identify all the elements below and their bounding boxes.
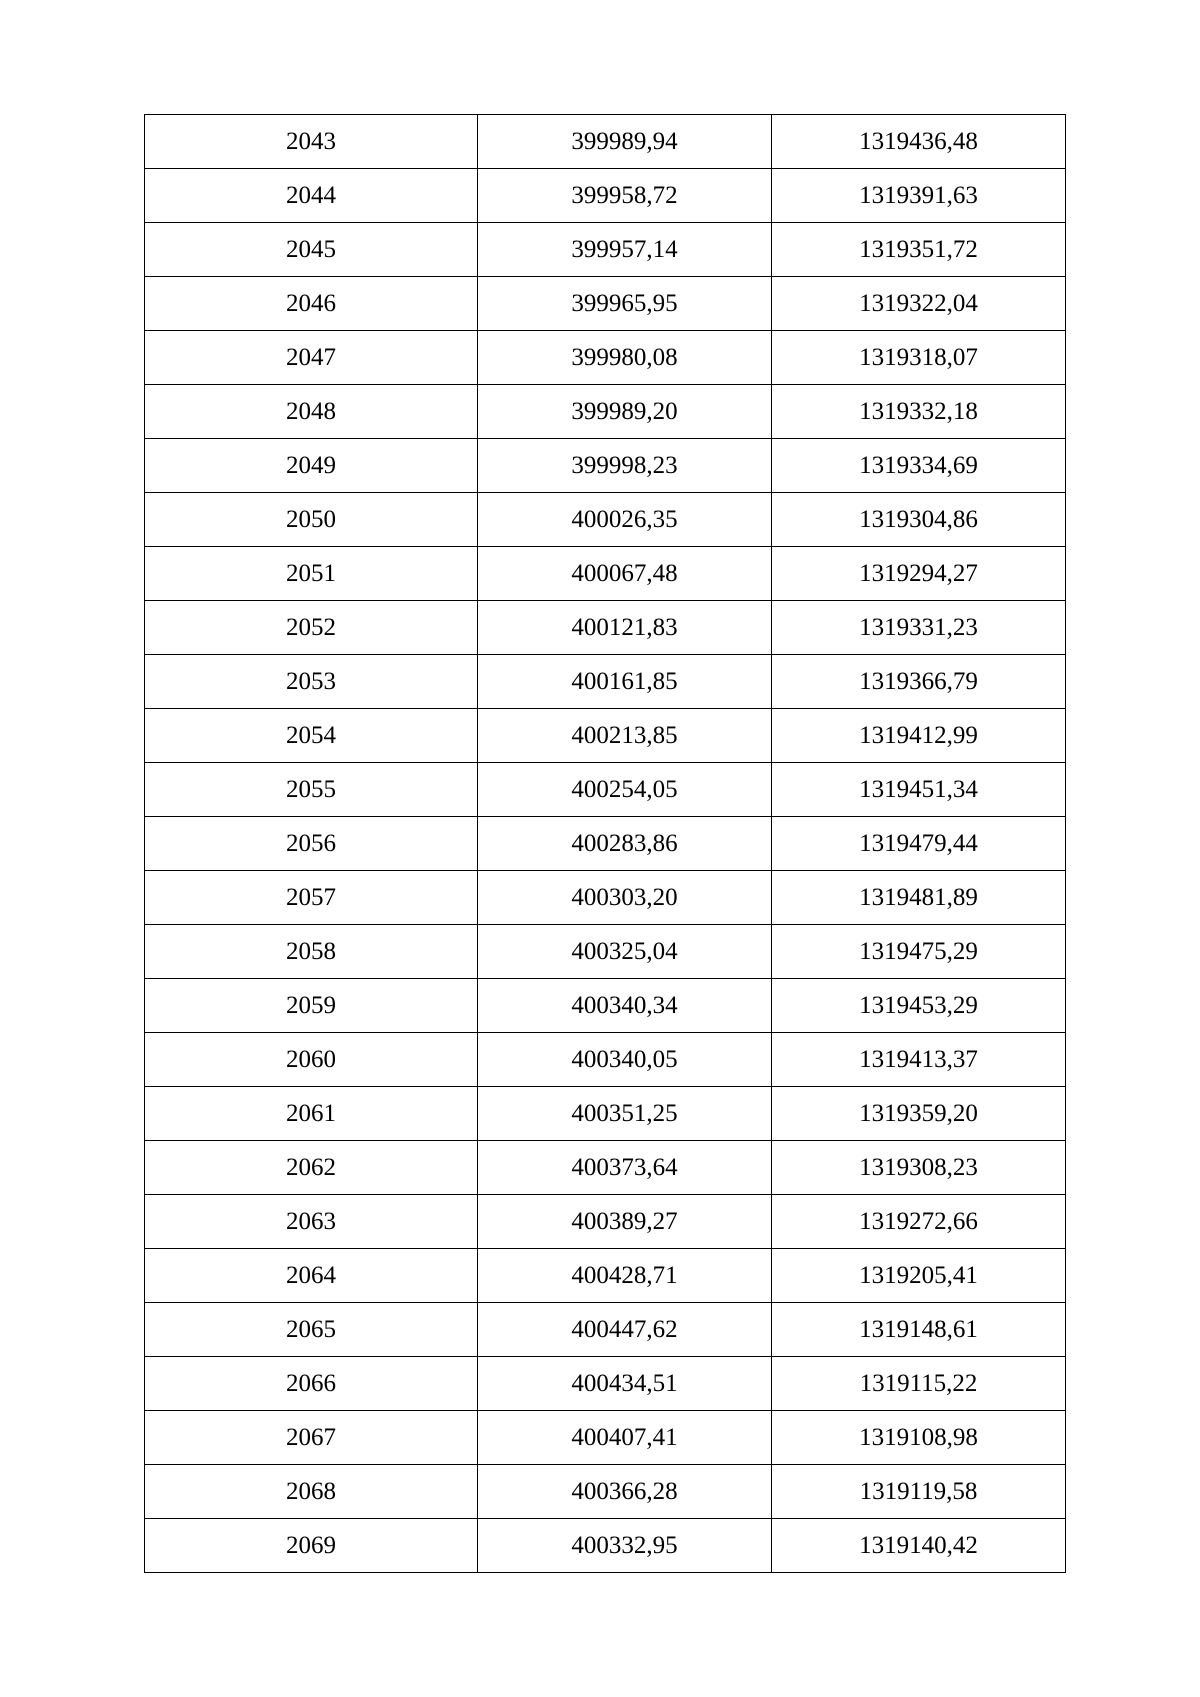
point-number-cell: 2068	[145, 1465, 478, 1519]
y-coordinate-cell: 1319140,42	[772, 1519, 1066, 1573]
point-number-cell: 2059	[145, 979, 478, 1033]
point-number-cell: 2057	[145, 871, 478, 925]
point-number-cell: 2065	[145, 1303, 478, 1357]
y-coordinate-cell: 1319351,72	[772, 223, 1066, 277]
table-row	[145, 115, 1066, 169]
y-coordinate-cell: 1319334,69	[772, 439, 1066, 493]
table-row	[145, 1519, 1066, 1573]
table-row	[145, 979, 1066, 1033]
x-coordinate-cell: 400026,35	[478, 493, 772, 547]
y-coordinate-cell: 1319453,29	[772, 979, 1066, 1033]
x-coordinate-cell: 399958,72	[478, 169, 772, 223]
y-coordinate-cell: 1319148,61	[772, 1303, 1066, 1357]
point-number-cell: 2048	[145, 385, 478, 439]
table-row	[145, 223, 1066, 277]
point-number-cell: 2050	[145, 493, 478, 547]
x-coordinate-cell: 400366,28	[478, 1465, 772, 1519]
y-coordinate-cell: 1319119,58	[772, 1465, 1066, 1519]
x-coordinate-cell: 399989,20	[478, 385, 772, 439]
y-coordinate-cell: 1319308,23	[772, 1141, 1066, 1195]
point-number-cell: 2066	[145, 1357, 478, 1411]
x-coordinate-cell: 400407,41	[478, 1411, 772, 1465]
point-number-cell: 2044	[145, 169, 478, 223]
point-number-cell: 2054	[145, 709, 478, 763]
x-coordinate-cell: 400389,27	[478, 1195, 772, 1249]
table-row	[145, 1141, 1066, 1195]
point-number-cell: 2052	[145, 601, 478, 655]
x-coordinate-cell: 399998,23	[478, 439, 772, 493]
point-number-cell: 2061	[145, 1087, 478, 1141]
table-row	[145, 331, 1066, 385]
table-row	[145, 655, 1066, 709]
point-number-cell: 2062	[145, 1141, 478, 1195]
table-row	[145, 871, 1066, 925]
point-number-cell: 2064	[145, 1249, 478, 1303]
y-coordinate-cell: 1319479,44	[772, 817, 1066, 871]
y-coordinate-cell: 1319331,23	[772, 601, 1066, 655]
table-row	[145, 763, 1066, 817]
y-coordinate-cell: 1319318,07	[772, 331, 1066, 385]
y-coordinate-cell: 1319322,04	[772, 277, 1066, 331]
y-coordinate-cell: 1319332,18	[772, 385, 1066, 439]
point-number-cell: 2058	[145, 925, 478, 979]
y-coordinate-cell: 1319451,34	[772, 763, 1066, 817]
y-coordinate-cell: 1319436,48	[772, 115, 1066, 169]
table-row	[145, 439, 1066, 493]
table-row	[145, 547, 1066, 601]
table-row	[145, 1411, 1066, 1465]
y-coordinate-cell: 1319366,79	[772, 655, 1066, 709]
table-row	[145, 709, 1066, 763]
table-row	[145, 493, 1066, 547]
table-row	[145, 601, 1066, 655]
x-coordinate-cell: 400303,20	[478, 871, 772, 925]
x-coordinate-cell: 399989,94	[478, 115, 772, 169]
coordinates-table-body	[145, 115, 1066, 1573]
table-row	[145, 1087, 1066, 1141]
coordinates-table	[144, 114, 1066, 1573]
y-coordinate-cell: 1319205,41	[772, 1249, 1066, 1303]
point-number-cell: 2051	[145, 547, 478, 601]
table-row	[145, 1033, 1066, 1087]
point-number-cell: 2045	[145, 223, 478, 277]
point-number-cell: 2053	[145, 655, 478, 709]
point-number-cell: 2067	[145, 1411, 478, 1465]
y-coordinate-cell: 1319412,99	[772, 709, 1066, 763]
x-coordinate-cell: 399980,08	[478, 331, 772, 385]
table-row	[145, 169, 1066, 223]
x-coordinate-cell: 400340,34	[478, 979, 772, 1033]
point-number-cell: 2063	[145, 1195, 478, 1249]
x-coordinate-cell: 400373,64	[478, 1141, 772, 1195]
point-number-cell: 2069	[145, 1519, 478, 1573]
y-coordinate-cell: 1319115,22	[772, 1357, 1066, 1411]
y-coordinate-cell: 1319481,89	[772, 871, 1066, 925]
y-coordinate-cell: 1319391,63	[772, 169, 1066, 223]
x-coordinate-cell: 400254,05	[478, 763, 772, 817]
x-coordinate-cell: 400067,48	[478, 547, 772, 601]
point-number-cell: 2056	[145, 817, 478, 871]
point-number-cell: 2047	[145, 331, 478, 385]
y-coordinate-cell: 1319108,98	[772, 1411, 1066, 1465]
x-coordinate-cell: 400351,25	[478, 1087, 772, 1141]
y-coordinate-cell: 1319294,27	[772, 547, 1066, 601]
table-row	[145, 385, 1066, 439]
point-number-cell: 2060	[145, 1033, 478, 1087]
x-coordinate-cell: 400283,86	[478, 817, 772, 871]
y-coordinate-cell: 1319413,37	[772, 1033, 1066, 1087]
table-row	[145, 1303, 1066, 1357]
x-coordinate-cell: 400447,62	[478, 1303, 772, 1357]
x-coordinate-cell: 400121,83	[478, 601, 772, 655]
y-coordinate-cell: 1319475,29	[772, 925, 1066, 979]
table-row	[145, 1465, 1066, 1519]
x-coordinate-cell: 400428,71	[478, 1249, 772, 1303]
point-number-cell: 2043	[145, 115, 478, 169]
table-row	[145, 1249, 1066, 1303]
point-number-cell: 2049	[145, 439, 478, 493]
table-row	[145, 277, 1066, 331]
table-row	[145, 925, 1066, 979]
x-coordinate-cell: 400161,85	[478, 655, 772, 709]
y-coordinate-cell: 1319359,20	[772, 1087, 1066, 1141]
point-number-cell: 2046	[145, 277, 478, 331]
x-coordinate-cell: 400332,95	[478, 1519, 772, 1573]
y-coordinate-cell: 1319304,86	[772, 493, 1066, 547]
point-number-cell: 2055	[145, 763, 478, 817]
table-row	[145, 1195, 1066, 1249]
x-coordinate-cell: 400325,04	[478, 925, 772, 979]
x-coordinate-cell: 399957,14	[478, 223, 772, 277]
table-row	[145, 817, 1066, 871]
y-coordinate-cell: 1319272,66	[772, 1195, 1066, 1249]
table-row	[145, 1357, 1066, 1411]
x-coordinate-cell: 400434,51	[478, 1357, 772, 1411]
x-coordinate-cell: 399965,95	[478, 277, 772, 331]
x-coordinate-cell: 400340,05	[478, 1033, 772, 1087]
x-coordinate-cell: 400213,85	[478, 709, 772, 763]
